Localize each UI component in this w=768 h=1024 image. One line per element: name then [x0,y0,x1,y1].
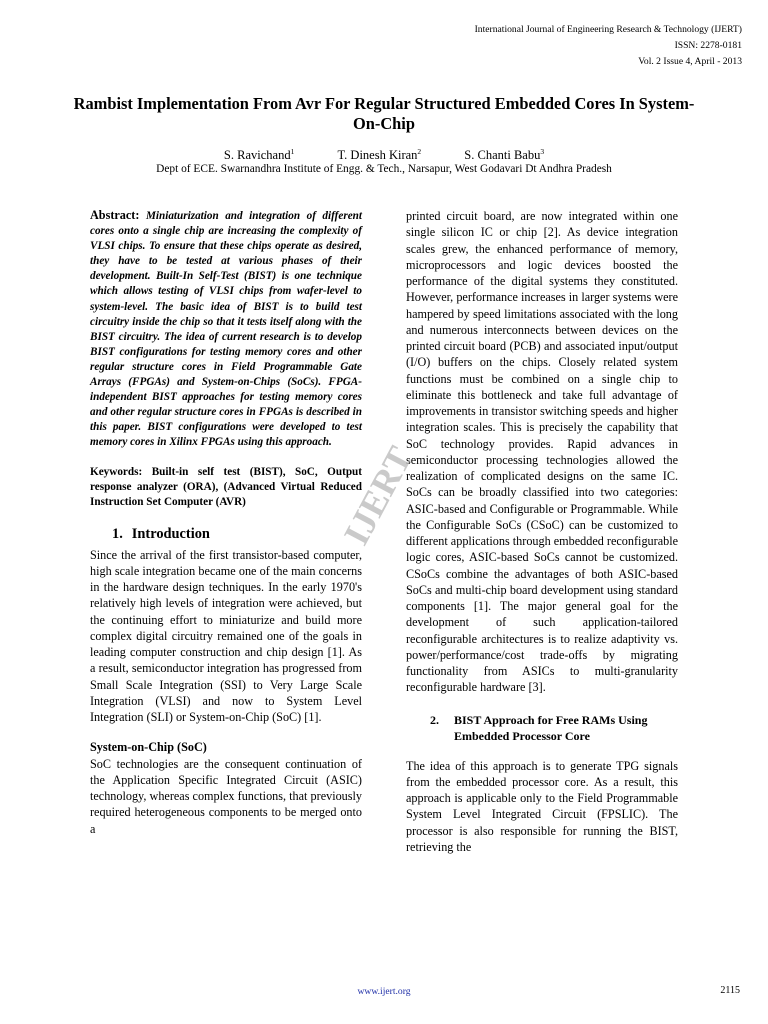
right-column [406,208,678,855]
watermark-text: IJERT [335,439,421,552]
watermark-logo [292,430,422,560]
author-affiliation-mark: 1 [290,147,295,156]
subsection-heading-soc: System-on-Chip (SoC) [90,740,207,755]
keywords: Keywords: Built-in self test (BIST), SoC, Output response analyzer (ORA), (Advanced Virtual Reduced Instruction Set Computer (AVR) [90,465,362,509]
author-name: T. Dinesh Kiran [337,148,418,163]
bist-paragraph: The idea of this approach is to generate TPG signals from the embedded processor core. As a result, this approach is applicable only to the Field Programmable System Level Integrated Circuit (FPSLIC). The processor is also responsible for running the BIST, retrieving the [406,758,678,854]
journal-header [475,22,742,70]
journal-name: International Journal of Engineering Research & Technology (IJERT) [474,24,742,35]
journal-issn: ISSN: 2278-0181 [674,40,742,51]
footer-url[interactable]: www.ijert.org [357,986,411,997]
section-number: 1. [112,525,123,542]
author-name: S. Chanti Babu [464,148,541,163]
section-title: BIST Approach for Free RAMs Using Embedded Processor Core [454,712,648,743]
right-column-paragraph: printed circuit board, are now integrated within one single silicon IC or chip [2]. As device integration scales grew, the enhanced performance of memory, microprocessors and logic devices boosted the performance of the digital systems they constituted. However, performance increases in larger systems were hampered by speed limitations associated with the long and numerous interconnects between devices on the printed circuit board (PCB) and associated input/output (I/O) buffers on the chips. Closely related system functions must be combined on a single chip to eliminate this bottleneck and take full advantage of improvements in transistor switching speeds and higher integration scales. This is precisely the capability that SoC technology provides. Rapid advances in semiconductor processing technologies allowed the realization of complicated designs on the same IC. SoCs can be broadly classified into two categories: ASIC-based and Configurable or Programmable. While the Configurable SoCs (CSoC) can be customized to different applications through embedded reconfigurable logic cores, ASIC-based SoCs cannot be customized. CSoCs combine the advantages of both ASIC-based SoCs and multi-chip board development using standard components [1]. The major general goal for the development of such application-tailored reconfigurable architectures is to realize adaptivity vs. power/performance/cost trade-offs by migrating functionality from ASICs to multi-granularity reconfigurable hardware [3]. [406,209,678,695]
section-2-heading [406,712,678,744]
author-name: S. Ravichand [223,148,291,163]
abstract-text: Miniaturization and integration of different cores onto a single chip are increasing the complexity of VLSI chips. To ensure that these chips operate as desired, they have to be tested at various phases of their development. Built-In Self-Test (BIST) is one technique which allows testing of VLSI chips from wafer-level to system-level. The basic idea of BIST is to build test circuitry inside the chip so that it tests itself along with the BIST circuitry. The idea of current research is to develop BIST configurations for testing memory cores and other regular structure cores in Field Programmable Gate Arrays (FPGAs) and System-on-Chips (SoCs). FPGA-independent BIST approaches for testing memory cores and other regular structure cores in FPGAs is described in this paper. BIST configurations were developed to test memory cores in Xilinx FPGAs using this approach. [90,210,362,449]
page-number: 2115 [720,985,740,996]
affiliation: Dept of ECE. Swarnandhra Institute of Engg. & Tech., Narsapur, West Godavari Dt Andhra Pradesh [156,163,612,175]
section-number: 2. [430,712,439,727]
soc-paragraph: SoC technologies are the consequent continuation of the Application Specific Integrated Circuit (ASIC) technology, whereas complex functions, that previously required heterogeneous components to be merged onto a [90,756,362,836]
abstract [90,208,362,451]
section-title: Introduction [131,525,210,542]
author-affiliation-mark: 3 [540,147,545,156]
abstract-label: Abstract: [90,208,140,222]
intro-paragraph: Since the arrival of the first transistor-based computer, high scale integration became one of the main concerns in the hardware design techniques. In the early 1970's relatively high levels of integration were achieved, but the continuing effort to miniaturize and build more complex digital circuitry remained one of the goals in leading computer construction and chip design [1]. As a result, semiconductor integration has progressed from Small Scale Integration (SSI) to Very Large Scale Integration (VLSI) and now to System Level Integration (SLI) or System-on-Chip (SoC) [1]. [90,547,362,725]
paper-title: Rambist Implementation From Avr For Regular Structured Embedded Cores In System-On-Chip [73,94,695,133]
journal-issue: Vol. 2 Issue 4, April - 2013 [638,56,742,67]
author-affiliation-mark: 2 [417,147,422,156]
